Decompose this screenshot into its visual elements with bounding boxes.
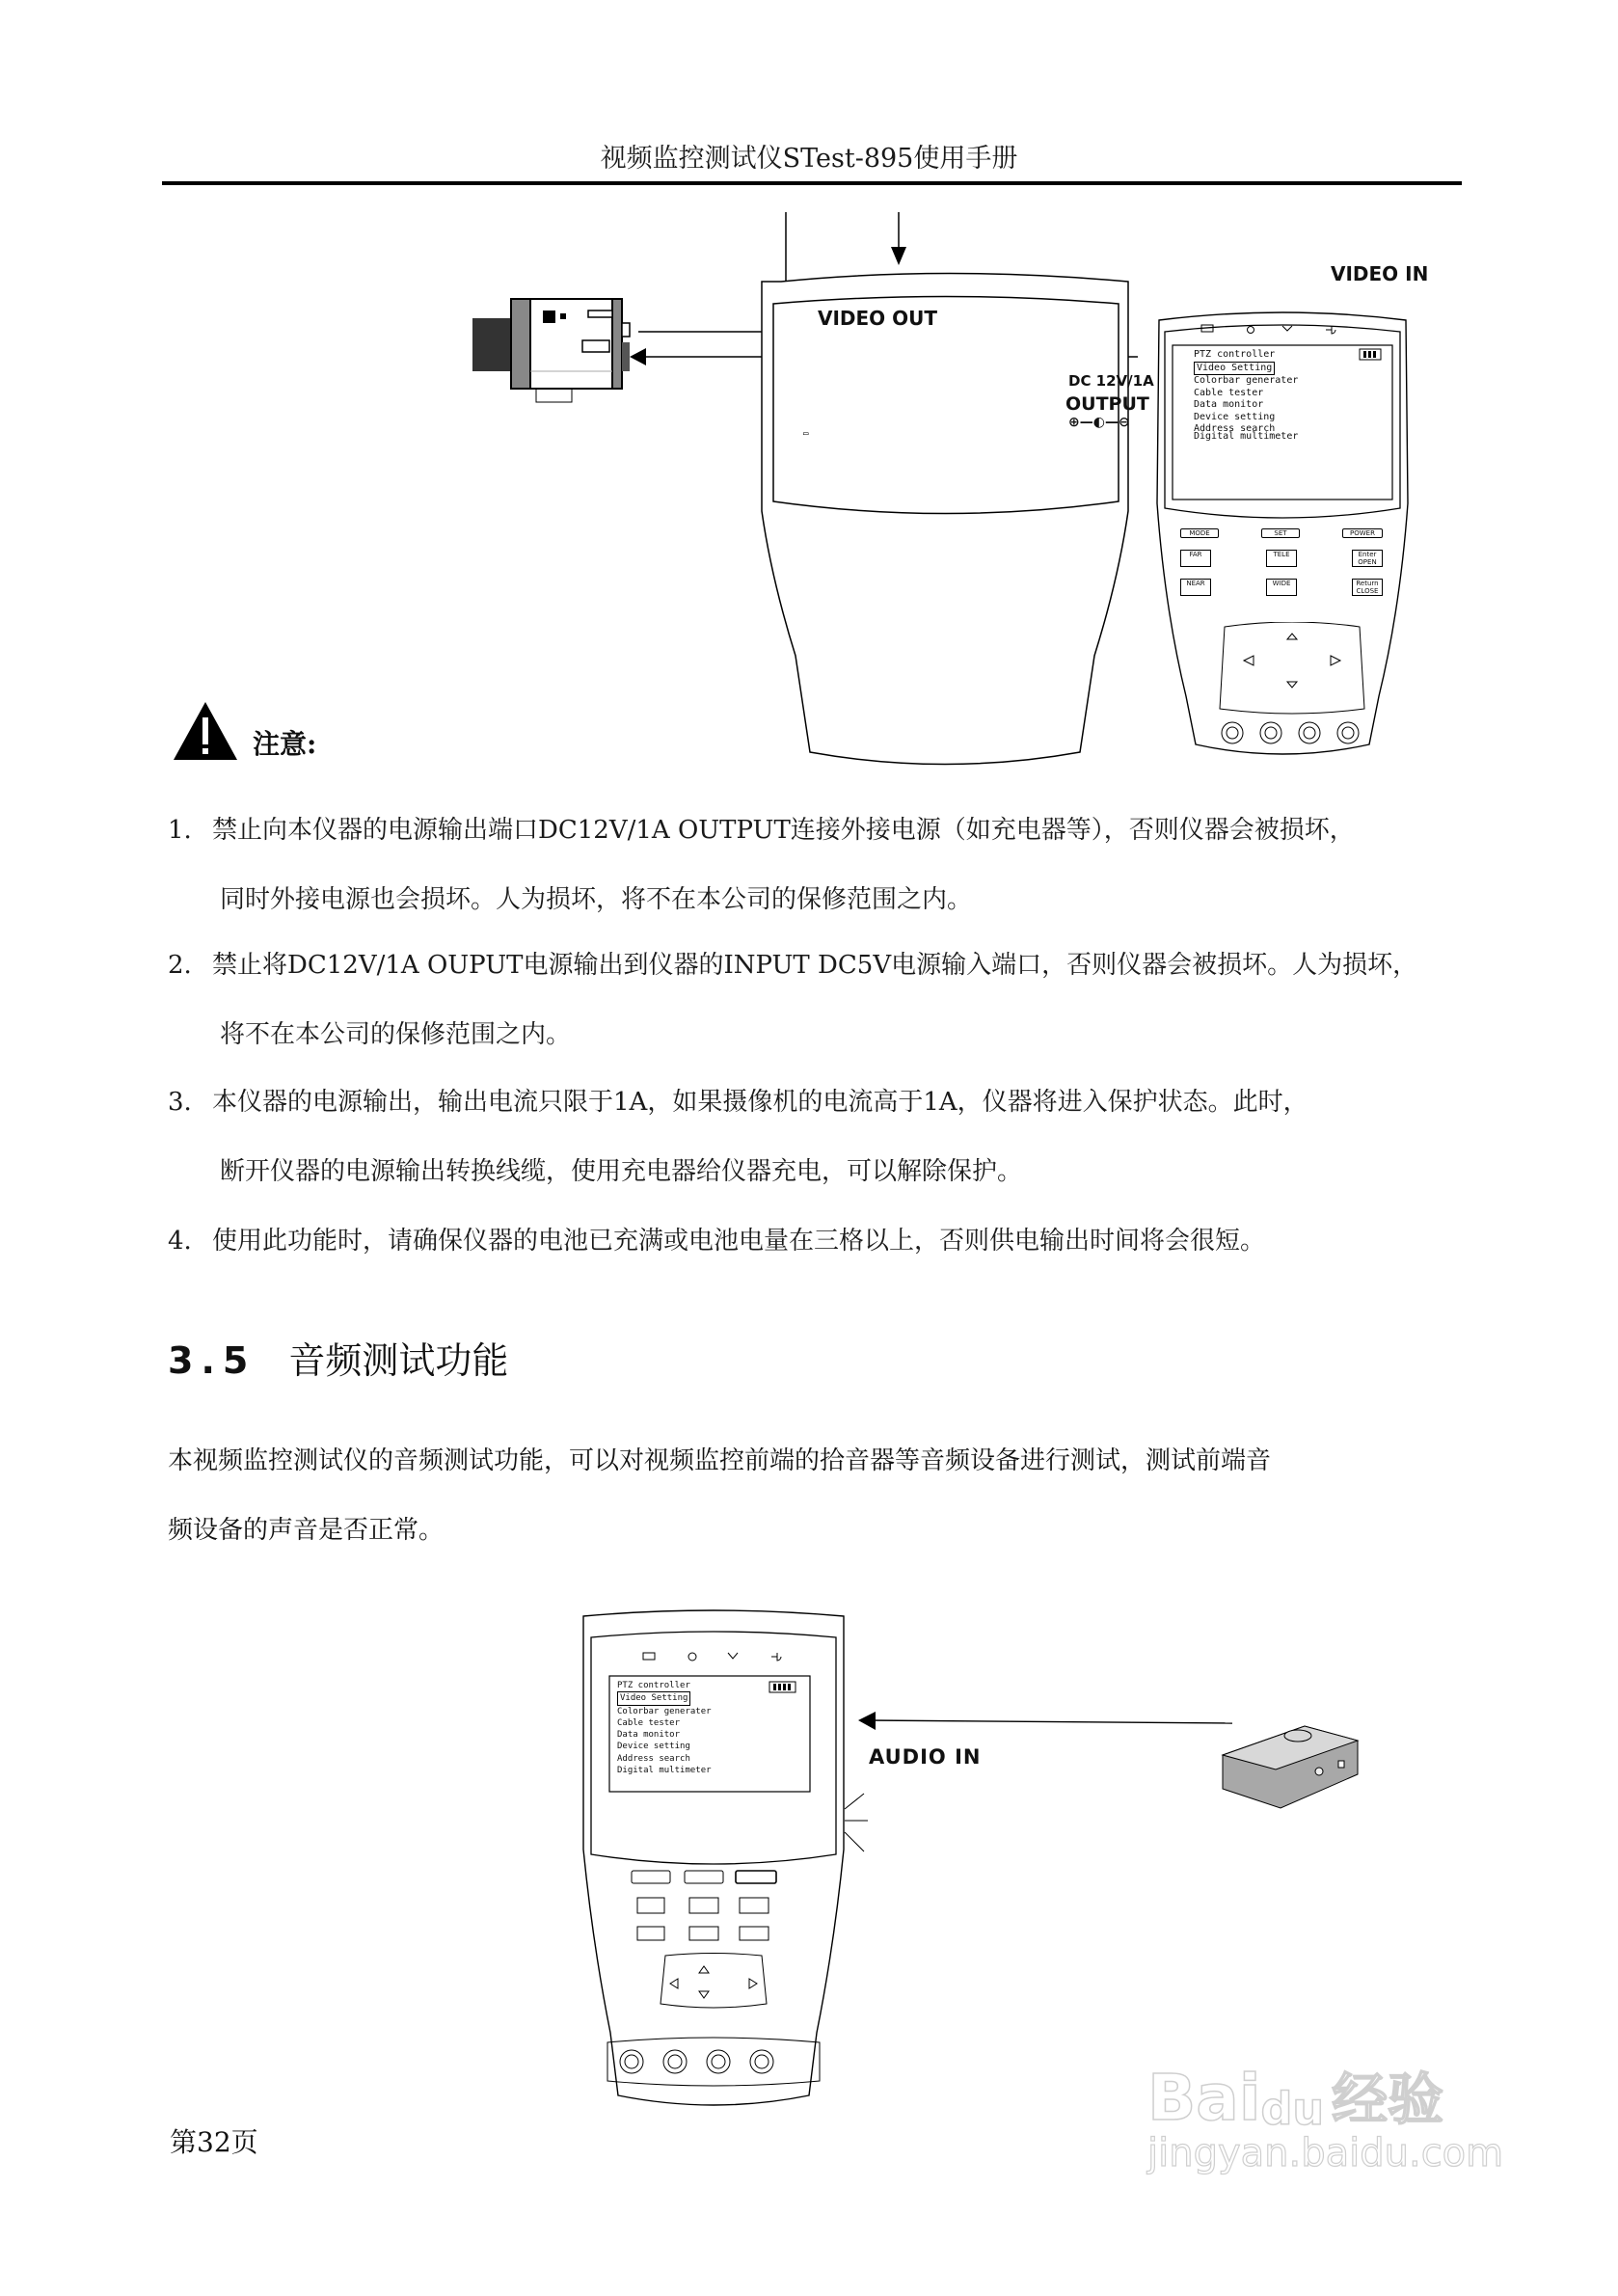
dpad-right-icon xyxy=(1331,656,1340,665)
dpad-down-icon xyxy=(1287,682,1297,688)
warning-item-4: 4. 使用此功能时，请确保仪器的电池已充满或电池电量在三格以上，否则供电输出时间将会很短。 xyxy=(168,1227,1266,1256)
svg-text:▭: ▭ xyxy=(803,429,809,439)
section-paragraph: 本视频监控测试仪的音频测试功能，可以对视频监控前端的拾音器等音频设备进行测试，测试前端音 频设备的声音是否正常。 xyxy=(168,1446,1272,1545)
menu-item: Digital multimeter xyxy=(1194,431,1299,442)
power-key: POWER xyxy=(1342,528,1383,538)
audio-in-label: AUDIO IN xyxy=(869,1745,982,1769)
watermark-brand: Bai xyxy=(1147,2061,1261,2135)
device-2-screen-menu xyxy=(617,1680,712,1776)
document-header-title: 视频监控测试仪STest-895使用手册 xyxy=(600,144,1018,174)
menu-item: Data monitor xyxy=(617,1730,681,1741)
watermark-cn: 经验 xyxy=(1332,2066,1444,2132)
menu-item: Colorbar generater xyxy=(1194,375,1299,386)
warning-heading xyxy=(172,700,316,762)
device-1-screen-menu xyxy=(1194,349,1298,444)
warning-item-1: 1. 禁止向本仪器的电源输出端口DC12V/1A OUTPUT连接外接电源（如充电器等），否则仪器会被损坏， 同时外接电源也会损坏。人为损坏，将不在本公司的保修范围之内。 xyxy=(168,816,1355,914)
warning-item-2: 2. 禁止将DC12V/1A OUPUT电源输出到仪器的INPUT DC5V电源输入端口，否则仪器会被损坏。人为损坏， 将不在本公司的保修范围之内。 xyxy=(168,951,1418,1049)
menu-item: Data monitor xyxy=(1194,399,1264,410)
section-heading xyxy=(168,1331,508,1384)
watermark-paw-icon: du xyxy=(1260,2083,1325,2135)
baidu-jingyan-watermark xyxy=(1147,2054,1503,2175)
warning-triangle-icon xyxy=(172,700,239,762)
wide-key: WIDE xyxy=(1266,579,1297,596)
audio-connection xyxy=(837,1707,1416,1894)
menu-item: Cable tester xyxy=(1194,387,1264,398)
tester-device-icon xyxy=(762,274,1128,765)
dpad-up-icon xyxy=(1287,634,1297,639)
set-key: SET xyxy=(1261,528,1300,538)
sound-waves-icon xyxy=(845,1794,868,1851)
camera-icon xyxy=(472,299,630,402)
warning-item-3: 3. 本仪器的电源输出，输出电流只限于1A，如果摄像机的电流高于1A，仪器将进入保护状态。此时， 断开仪器的电源输出转换线缆，使用充电器给仪器充电，可以解除保护。 xyxy=(168,1088,1308,1186)
dc-rating-label: DC 12V/1A xyxy=(1068,372,1154,390)
video-in-label: VIDEO IN xyxy=(1331,262,1429,285)
menu-item-selected: Video Setting xyxy=(1194,362,1275,376)
microphone-device-icon xyxy=(1223,1726,1358,1808)
mode-key: MODE xyxy=(1180,528,1219,538)
far-key: FAR xyxy=(1180,550,1211,567)
menu-item: Colorbar generater xyxy=(617,1706,712,1716)
header-divider xyxy=(162,181,1462,185)
menu-item-selected: Video Setting xyxy=(617,1691,690,1705)
section-title: 音频测试功能 xyxy=(288,1339,509,1382)
page-number: 第32页 xyxy=(170,2126,258,2158)
tele-key: TELE xyxy=(1266,550,1297,567)
menu-item: Digital multimeter xyxy=(617,1766,712,1776)
menu-item: Cable tester xyxy=(617,1717,681,1728)
device-1-dpad-and-ports xyxy=(1205,622,1379,751)
device-1-keypad xyxy=(1180,528,1383,596)
near-key: NEAR xyxy=(1180,579,1211,596)
menu-item: Device setting xyxy=(617,1742,690,1752)
watermark-url: jingyan.baidu.com xyxy=(1147,2131,1504,2175)
tester-device-2 xyxy=(574,1608,853,2110)
section-number: 3.5 xyxy=(168,1339,256,1382)
menu-item: Address search xyxy=(617,1753,690,1764)
enter-key: Enter OPEN xyxy=(1352,550,1383,567)
warning-title: 注意: xyxy=(253,728,317,760)
video-out-label: VIDEO OUT xyxy=(818,307,938,330)
polarity-symbol-icon: ⊕—◐—⊖ xyxy=(1068,415,1130,430)
menu-item: Address search xyxy=(1194,423,1276,431)
arrow-left-icon xyxy=(858,1712,876,1730)
menu-item: Device setting xyxy=(1194,411,1276,422)
dpad-left-icon xyxy=(1244,656,1254,665)
output-label: OUTPUT xyxy=(1065,393,1149,415)
screen-title: PTZ controller xyxy=(617,1681,690,1690)
screen-title: PTZ controller xyxy=(1194,349,1276,360)
return-key: Return CLOSE xyxy=(1352,579,1383,596)
